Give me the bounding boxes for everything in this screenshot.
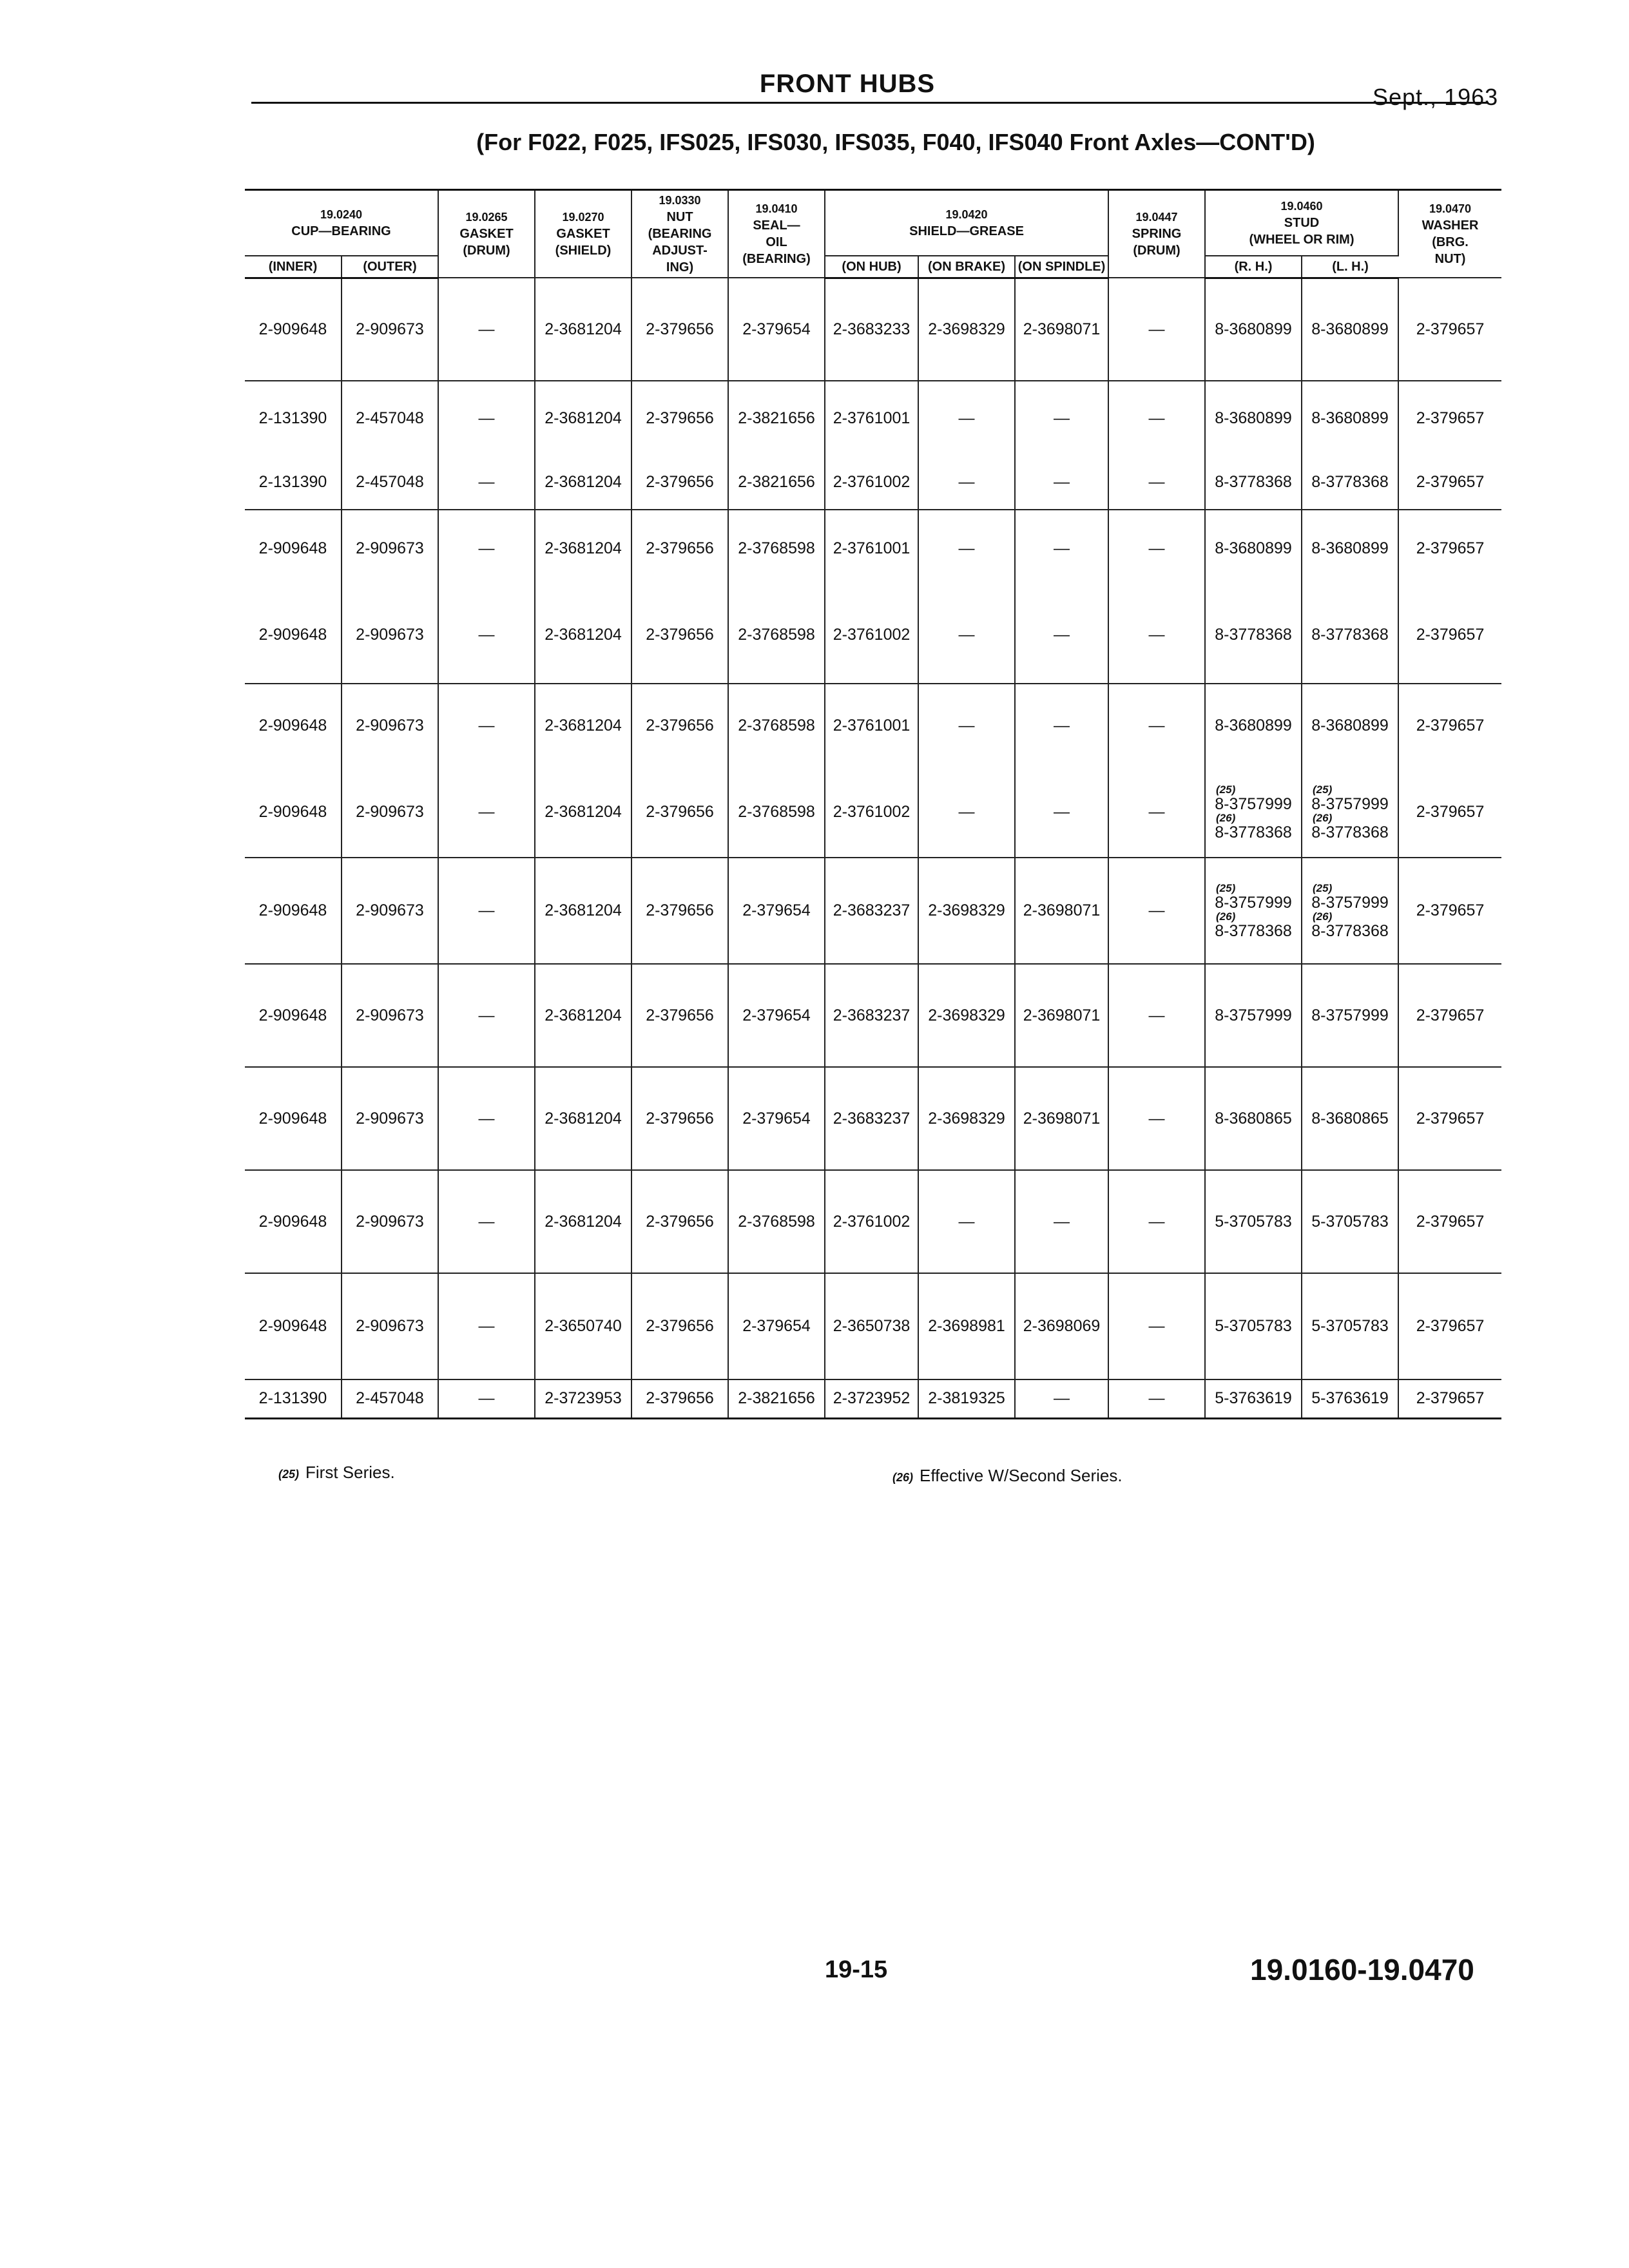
cell-gasket-shield: 2-3681204 xyxy=(535,1067,631,1170)
cell-stud-lh: (25) 8-3757999 (26) 8-3778368 xyxy=(1302,858,1398,964)
cell-gasket-shield: 2-3681204 xyxy=(535,964,631,1067)
cell-spindle: — xyxy=(1015,767,1108,858)
cell-inner: 2-909648 xyxy=(245,510,342,587)
cell-stud-lh: 5-3705783 xyxy=(1302,1273,1398,1379)
cell-gasket-drum: — xyxy=(438,1170,535,1273)
col-stud: 19.0460 STUD (WHEEL OR RIM) xyxy=(1205,190,1398,256)
header-rule xyxy=(251,102,1489,104)
cell-brake: 2-3698329 xyxy=(918,278,1015,381)
table-row xyxy=(245,1273,1501,1379)
col-stud-rh: (R. H.) xyxy=(1205,256,1302,278)
footnote-ref: (25) xyxy=(1216,881,1236,894)
footnote-25 xyxy=(278,1463,395,1483)
cell-outer: 2-909673 xyxy=(342,1273,438,1379)
cell-spindle: — xyxy=(1015,510,1108,587)
cell-inner: 2-131390 xyxy=(245,1379,342,1418)
cell-inner: 2-909648 xyxy=(245,858,342,964)
cell-brake: — xyxy=(918,455,1015,510)
cell-spindle: 2-3698071 xyxy=(1015,858,1108,964)
col-gasket-shield: 19.0270 GASKET (SHIELD) xyxy=(535,190,631,278)
table-row xyxy=(245,278,1501,381)
cell-spindle: 2-3698069 xyxy=(1015,1273,1108,1379)
col-cup-bearing: 19.0240 CUP—BEARING xyxy=(245,190,438,256)
cell-stud-rh: (25) 8-3757999 (26) 8-3778368 xyxy=(1205,767,1302,858)
cell-stud-rh: 8-3680899 xyxy=(1205,278,1302,381)
cell-seal: 2-3768598 xyxy=(728,1170,825,1273)
cell-outer: 2-909673 xyxy=(342,964,438,1067)
cell-washer: 2-379657 xyxy=(1398,858,1501,964)
cell-spring: — xyxy=(1108,767,1205,858)
col-shield-on-spindle: (ON SPINDLE) xyxy=(1015,256,1108,278)
cell-spring: — xyxy=(1108,964,1205,1067)
cell-nut: 2-379656 xyxy=(631,381,728,455)
cell-stud-rh: 8-3757999 xyxy=(1205,964,1302,1067)
table-row xyxy=(245,1067,1501,1170)
cell-nut: 2-379656 xyxy=(631,858,728,964)
cell-outer: 2-457048 xyxy=(342,455,438,510)
cell-spring: — xyxy=(1108,381,1205,455)
cell-stud-lh: 8-3680899 xyxy=(1302,381,1398,455)
cell-outer: 2-909673 xyxy=(342,767,438,858)
cell-spring: — xyxy=(1108,455,1205,510)
cell-brake: 2-3698329 xyxy=(918,858,1015,964)
cell-outer: 2-909673 xyxy=(342,684,438,767)
col-cup-inner: (INNER) xyxy=(245,256,342,278)
cell-gasket-drum: — xyxy=(438,1067,535,1170)
cell-stud-lh: 5-3763619 xyxy=(1302,1379,1398,1418)
cell-seal: 2-3768598 xyxy=(728,684,825,767)
cell-gasket-shield: 2-3681204 xyxy=(535,381,631,455)
cell-hub: 2-3683237 xyxy=(825,1067,918,1170)
parts-table xyxy=(245,189,1501,1419)
cell-spring: — xyxy=(1108,1379,1205,1418)
cell-inner: 2-909648 xyxy=(245,278,342,381)
cell-stud-rh: 5-3705783 xyxy=(1205,1170,1302,1273)
page-title: FRONT HUBS xyxy=(759,70,936,98)
col-seal-oil: 19.0410 SEAL— OIL (BEARING) xyxy=(728,190,825,278)
cell-gasket-drum: — xyxy=(438,1379,535,1418)
cell-stud-lh: 8-3778368 xyxy=(1302,587,1398,684)
cell-hub: 2-3761001 xyxy=(825,381,918,455)
cell-stud-rh: 8-3680899 xyxy=(1205,510,1302,587)
cell-spindle: — xyxy=(1015,1379,1108,1418)
cell-stud-lh: 8-3778368 xyxy=(1302,455,1398,510)
cell-outer: 2-909673 xyxy=(342,1067,438,1170)
footnote-25-ref: (25) xyxy=(278,1468,300,1481)
cell-gasket-shield: 2-3681204 xyxy=(535,767,631,858)
cell-gasket-drum: — xyxy=(438,278,535,381)
cell-gasket-shield: 2-3681204 xyxy=(535,858,631,964)
cell-spring: — xyxy=(1108,1067,1205,1170)
cell-gasket-shield: 2-3681204 xyxy=(535,455,631,510)
footnote-26 xyxy=(892,1466,1123,1486)
cell-nut: 2-379656 xyxy=(631,684,728,767)
cell-inner: 2-909648 xyxy=(245,587,342,684)
cell-stud-lh: 8-3757999 xyxy=(1302,964,1398,1067)
cell-brake: — xyxy=(918,381,1015,455)
cell-nut: 2-379656 xyxy=(631,587,728,684)
page-number: 19-15 xyxy=(825,1956,888,1983)
table-row xyxy=(245,964,1501,1067)
col-cup-outer: (OUTER) xyxy=(342,256,438,278)
table-row xyxy=(245,1170,1501,1273)
cell-hub: 2-3761002 xyxy=(825,1170,918,1273)
cell-hub: 2-3650738 xyxy=(825,1273,918,1379)
cell-stud-rh: 5-3705783 xyxy=(1205,1273,1302,1379)
cell-washer: 2-379657 xyxy=(1398,1067,1501,1170)
cell-gasket-shield: 2-3681204 xyxy=(535,1170,631,1273)
cell-washer: 2-379657 xyxy=(1398,684,1501,767)
cell-nut: 2-379656 xyxy=(631,1170,728,1273)
cell-gasket-shield: 2-3681204 xyxy=(535,684,631,767)
cell-nut: 2-379656 xyxy=(631,510,728,587)
cell-spring: — xyxy=(1108,510,1205,587)
cell-nut: 2-379656 xyxy=(631,1273,728,1379)
cell-nut: 2-379656 xyxy=(631,455,728,510)
table-row xyxy=(245,1379,1501,1418)
cell-stud-lh: 5-3705783 xyxy=(1302,1170,1398,1273)
cell-outer: 2-909673 xyxy=(342,510,438,587)
cell-spring: — xyxy=(1108,684,1205,767)
cell-brake: — xyxy=(918,587,1015,684)
footnote-ref: (25) xyxy=(1313,881,1333,894)
footnote-ref: (25) xyxy=(1216,783,1236,796)
cell-inner: 2-909648 xyxy=(245,684,342,767)
cell-washer: 2-379657 xyxy=(1416,803,1485,821)
cell-spindle: — xyxy=(1015,381,1108,455)
table-row xyxy=(245,767,1501,858)
header-row-1 xyxy=(245,190,1501,256)
footnote-26-ref: (26) xyxy=(892,1471,914,1484)
cell-stud-rh: 8-3680865 xyxy=(1205,1067,1302,1170)
cell-gasket-drum: — xyxy=(438,767,535,858)
cell-outer: 2-457048 xyxy=(342,381,438,455)
cell-seal: 2-379654 xyxy=(728,1067,825,1170)
footnote-ref: (26) xyxy=(1216,811,1236,824)
cell-hub: 2-3761002 xyxy=(825,767,918,858)
cell-gasket-drum: — xyxy=(438,381,535,455)
cell-hub: 2-3761002 xyxy=(825,455,918,510)
cell-seal: 2-3821656 xyxy=(728,455,825,510)
cell-spring: — xyxy=(1108,587,1205,684)
cell-spring: — xyxy=(1108,858,1205,964)
cell-gasket-drum: — xyxy=(438,510,535,587)
col-stud-lh: (L. H.) xyxy=(1302,256,1398,278)
cell-gasket-shield: 2-3681204 xyxy=(535,510,631,587)
cell-gasket-drum: — xyxy=(438,858,535,964)
cell-washer: 2-379657 xyxy=(1398,1273,1501,1379)
footnote-ref: (25) xyxy=(1313,783,1333,796)
cell-washer: 2-379657 xyxy=(1398,381,1501,455)
cell-stud-lh: (25) 8-3757999 (26) 8-3778368 xyxy=(1302,767,1398,858)
cell-stud-rh: 8-3778368 xyxy=(1205,455,1302,510)
table-row xyxy=(245,510,1501,587)
cell-spindle: 2-3698071 xyxy=(1015,1067,1108,1170)
cell-seal: 2-379654 xyxy=(728,964,825,1067)
table-row xyxy=(245,587,1501,684)
cell-gasket-shield: 2-3681204 xyxy=(535,587,631,684)
cell-seal: 2-379654 xyxy=(728,858,825,964)
col-shield-on-hub: (ON HUB) xyxy=(825,256,918,278)
cell-hub: 2-3761001 xyxy=(825,684,918,767)
cell-nut: 2-379656 xyxy=(631,964,728,1067)
footnote-ref: (26) xyxy=(1313,910,1333,923)
cell-brake: — xyxy=(918,684,1015,767)
cell-brake: — xyxy=(918,1170,1015,1273)
cell-gasket-drum: — xyxy=(438,1273,535,1379)
cell-spring: — xyxy=(1108,278,1205,381)
cell-spring: — xyxy=(1108,1170,1205,1273)
cell-spring: — xyxy=(1108,1273,1205,1379)
cell-seal: 2-379654 xyxy=(728,1273,825,1379)
cell-spindle: — xyxy=(1015,455,1108,510)
cell-nut: 2-379656 xyxy=(631,278,728,381)
cell-brake: — xyxy=(918,510,1015,587)
cell-brake: 2-3698329 xyxy=(918,1067,1015,1170)
cell-seal: 2-3768598 xyxy=(728,767,825,858)
cell-gasket-drum: — xyxy=(438,964,535,1067)
cell-seal: 2-3821656 xyxy=(728,1379,825,1418)
col-spring-drum: 19.0447 SPRING (DRUM) xyxy=(1108,190,1205,278)
cell-gasket-drum: — xyxy=(438,587,535,684)
cell-stud-lh: 8-3680899 xyxy=(1302,684,1398,767)
cell-spindle: — xyxy=(1015,1170,1108,1273)
table-row xyxy=(245,381,1501,455)
cell-nut: 2-379656 xyxy=(631,767,728,858)
cell-seal: 2-379654 xyxy=(728,278,825,381)
cell-inner: 2-909648 xyxy=(245,767,342,858)
cell-spindle: 2-3698071 xyxy=(1015,278,1108,381)
cell-gasket-drum: — xyxy=(438,455,535,510)
cell-spindle: 2-3698071 xyxy=(1015,964,1108,1067)
cell-brake: 2-3698329 xyxy=(918,964,1015,1067)
cell-brake: 2-3819325 xyxy=(918,1379,1015,1418)
cell-nut: 2-379656 xyxy=(631,1379,728,1418)
cell-gasket-shield: 2-3681204 xyxy=(535,278,631,381)
col-washer: 19.0470 WASHER (BRG. NUT) xyxy=(1398,190,1501,278)
footnote-ref: (26) xyxy=(1313,811,1333,824)
cell-inner: 2-909648 xyxy=(245,964,342,1067)
cell-outer: 2-909673 xyxy=(342,1170,438,1273)
cell-gasket-shield: 2-3650740 xyxy=(535,1273,631,1379)
cell-inner: 2-131390 xyxy=(245,455,342,510)
cell-hub: 2-3761002 xyxy=(825,587,918,684)
cell-stud-lh: 8-3680865 xyxy=(1302,1067,1398,1170)
cell-gasket-drum: — xyxy=(438,684,535,767)
cell-inner: 2-131390 xyxy=(245,381,342,455)
cell-inner: 2-909648 xyxy=(245,1273,342,1379)
cell-brake: 2-3698981 xyxy=(918,1273,1015,1379)
cell-seal: 2-3768598 xyxy=(728,510,825,587)
cell-washer: 2-379657 xyxy=(1416,472,1485,491)
cell-washer: 2-379657 xyxy=(1398,964,1501,1067)
footnote-25-text: First Series. xyxy=(305,1463,395,1482)
cell-spindle: — xyxy=(1015,587,1108,684)
issue-date: Sept., 1963 xyxy=(1373,84,1499,110)
cell-stud-lh: 8-3680899 xyxy=(1302,510,1398,587)
cell-hub: 2-3761001 xyxy=(825,510,918,587)
cell-stud-rh: 8-3778368 xyxy=(1205,587,1302,684)
cell-brake: — xyxy=(918,767,1015,858)
footnote-26-text: Effective W/Second Series. xyxy=(920,1466,1123,1485)
footnote-ref: (26) xyxy=(1216,910,1236,923)
cell-seal: 2-3821656 xyxy=(728,381,825,455)
cell-stud-rh: (25) 8-3757999 (26) 8-3778368 xyxy=(1205,858,1302,964)
cell-hub: 2-3723952 xyxy=(825,1379,918,1418)
cell-hub: 2-3683237 xyxy=(825,858,918,964)
cell-gasket-shield: 2-3723953 xyxy=(535,1379,631,1418)
cell-stud-rh: 8-3680899 xyxy=(1205,684,1302,767)
table-row xyxy=(245,858,1501,964)
table-row xyxy=(245,455,1501,510)
cell-spindle: — xyxy=(1015,684,1108,767)
col-shield-grease: 19.0420 SHIELD—GREASE xyxy=(825,190,1108,256)
cell-stud-rh: 8-3680899 xyxy=(1205,381,1302,455)
header-row-2 xyxy=(245,256,1501,278)
cell-outer: 2-909673 xyxy=(342,278,438,381)
page-subtitle: (For F022, F025, IFS025, IFS030, IFS035, F040, IFS040 Front Axles—CONT'D) xyxy=(476,129,1315,155)
parts-table-container xyxy=(245,189,1489,1442)
cell-nut: 2-379656 xyxy=(631,1067,728,1170)
cell-hub: 2-3683233 xyxy=(825,278,918,381)
cell-outer: 2-909673 xyxy=(342,587,438,684)
cell-washer: 2-379657 xyxy=(1398,510,1501,587)
cell-washer: 2-379657 xyxy=(1416,626,1485,644)
table-row xyxy=(245,684,1501,767)
cell-stud-rh: 5-3763619 xyxy=(1205,1379,1302,1418)
cell-outer: 2-909673 xyxy=(342,858,438,964)
cell-inner: 2-909648 xyxy=(245,1067,342,1170)
col-shield-on-brake: (ON BRAKE) xyxy=(918,256,1015,278)
cell-inner: 2-909648 xyxy=(245,1170,342,1273)
cell-hub: 2-3683237 xyxy=(825,964,918,1067)
cell-washer: 2-379657 xyxy=(1398,1379,1501,1418)
cell-outer: 2-457048 xyxy=(342,1379,438,1418)
cell-washer: 2-379657 xyxy=(1398,1170,1501,1273)
section-range: 19.0160-19.0470 xyxy=(1250,1953,1474,1986)
col-nut: 19.0330 NUT (BEARING ADJUST- ING) xyxy=(631,190,728,278)
cell-stud-lh: 8-3680899 xyxy=(1302,278,1398,381)
cell-seal: 2-3768598 xyxy=(728,587,825,684)
col-gasket-drum: 19.0265 GASKET (DRUM) xyxy=(438,190,535,278)
cell-washer: 2-379657 xyxy=(1398,278,1501,381)
